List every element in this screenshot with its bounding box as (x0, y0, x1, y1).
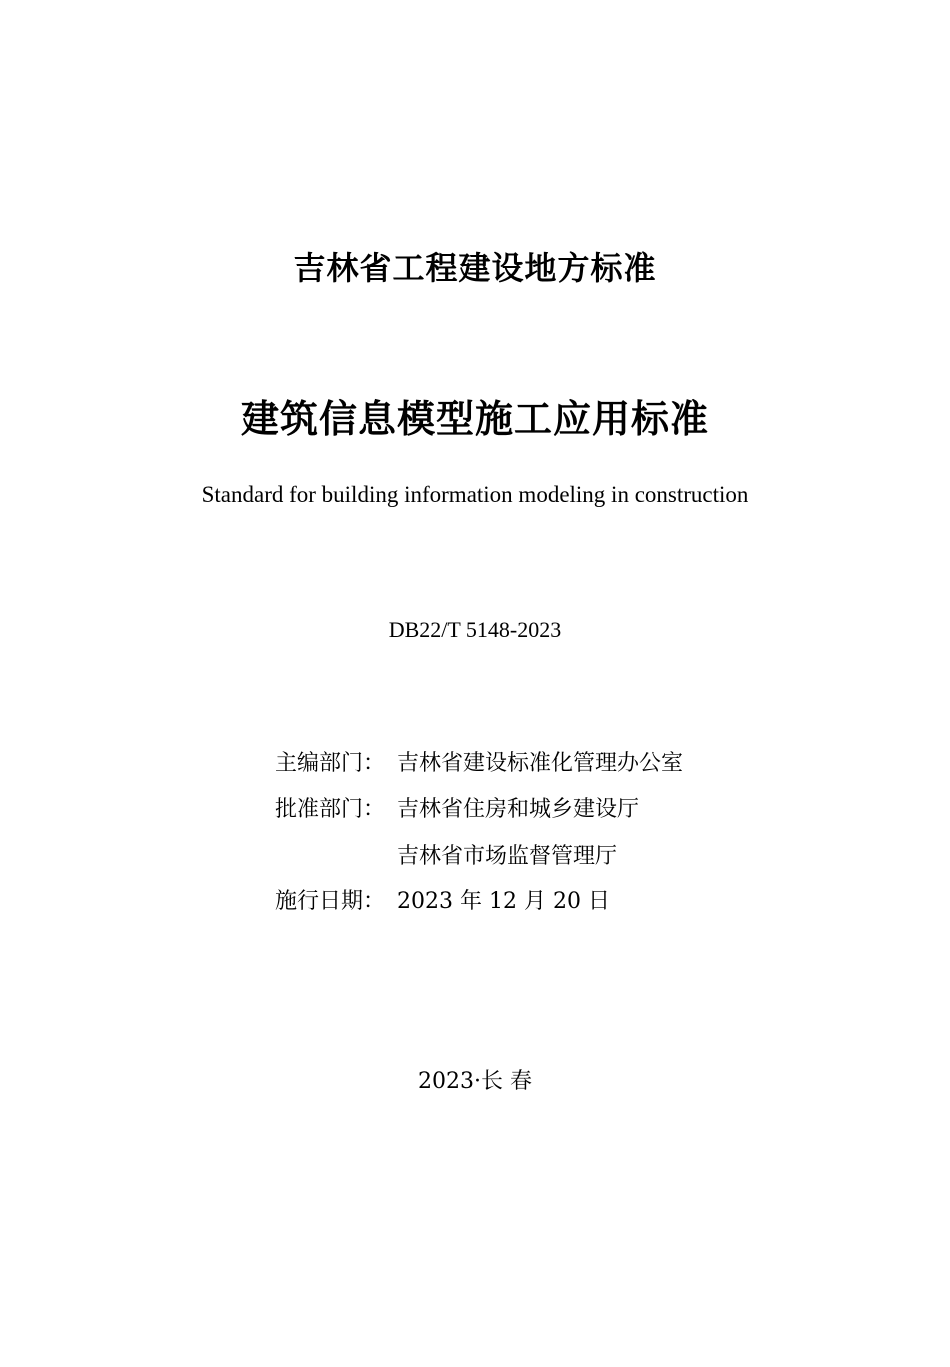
publication-place-year: 2023·长 春 (418, 1069, 532, 1094)
english-title: Standard for building information modeling in construction (201, 482, 749, 507)
effective-date-label: 施行日期： (275, 889, 386, 914)
series-title: 吉林省工程建设地方标准 (293, 249, 657, 287)
document-title: 建筑信息模型施工应用标准 (240, 397, 709, 441)
editor-value: 吉林省建设标准化管理办公室 (397, 751, 684, 776)
approval-value-secondary: 吉林省市场监督管理厅 (397, 844, 618, 869)
effective-date-row (275, 884, 610, 915)
editor-row (275, 746, 683, 777)
effective-date-value: 2023 年 12 月 20 日 (397, 889, 610, 914)
editor-label: 主编部门： (275, 751, 386, 776)
standard-code: DB22/T 5148-2023 (388, 617, 562, 642)
approval-row (275, 792, 639, 823)
approval-value: 吉林省住房和城乡建设厅 (397, 797, 640, 822)
approval-label: 批准部门： (275, 797, 386, 822)
